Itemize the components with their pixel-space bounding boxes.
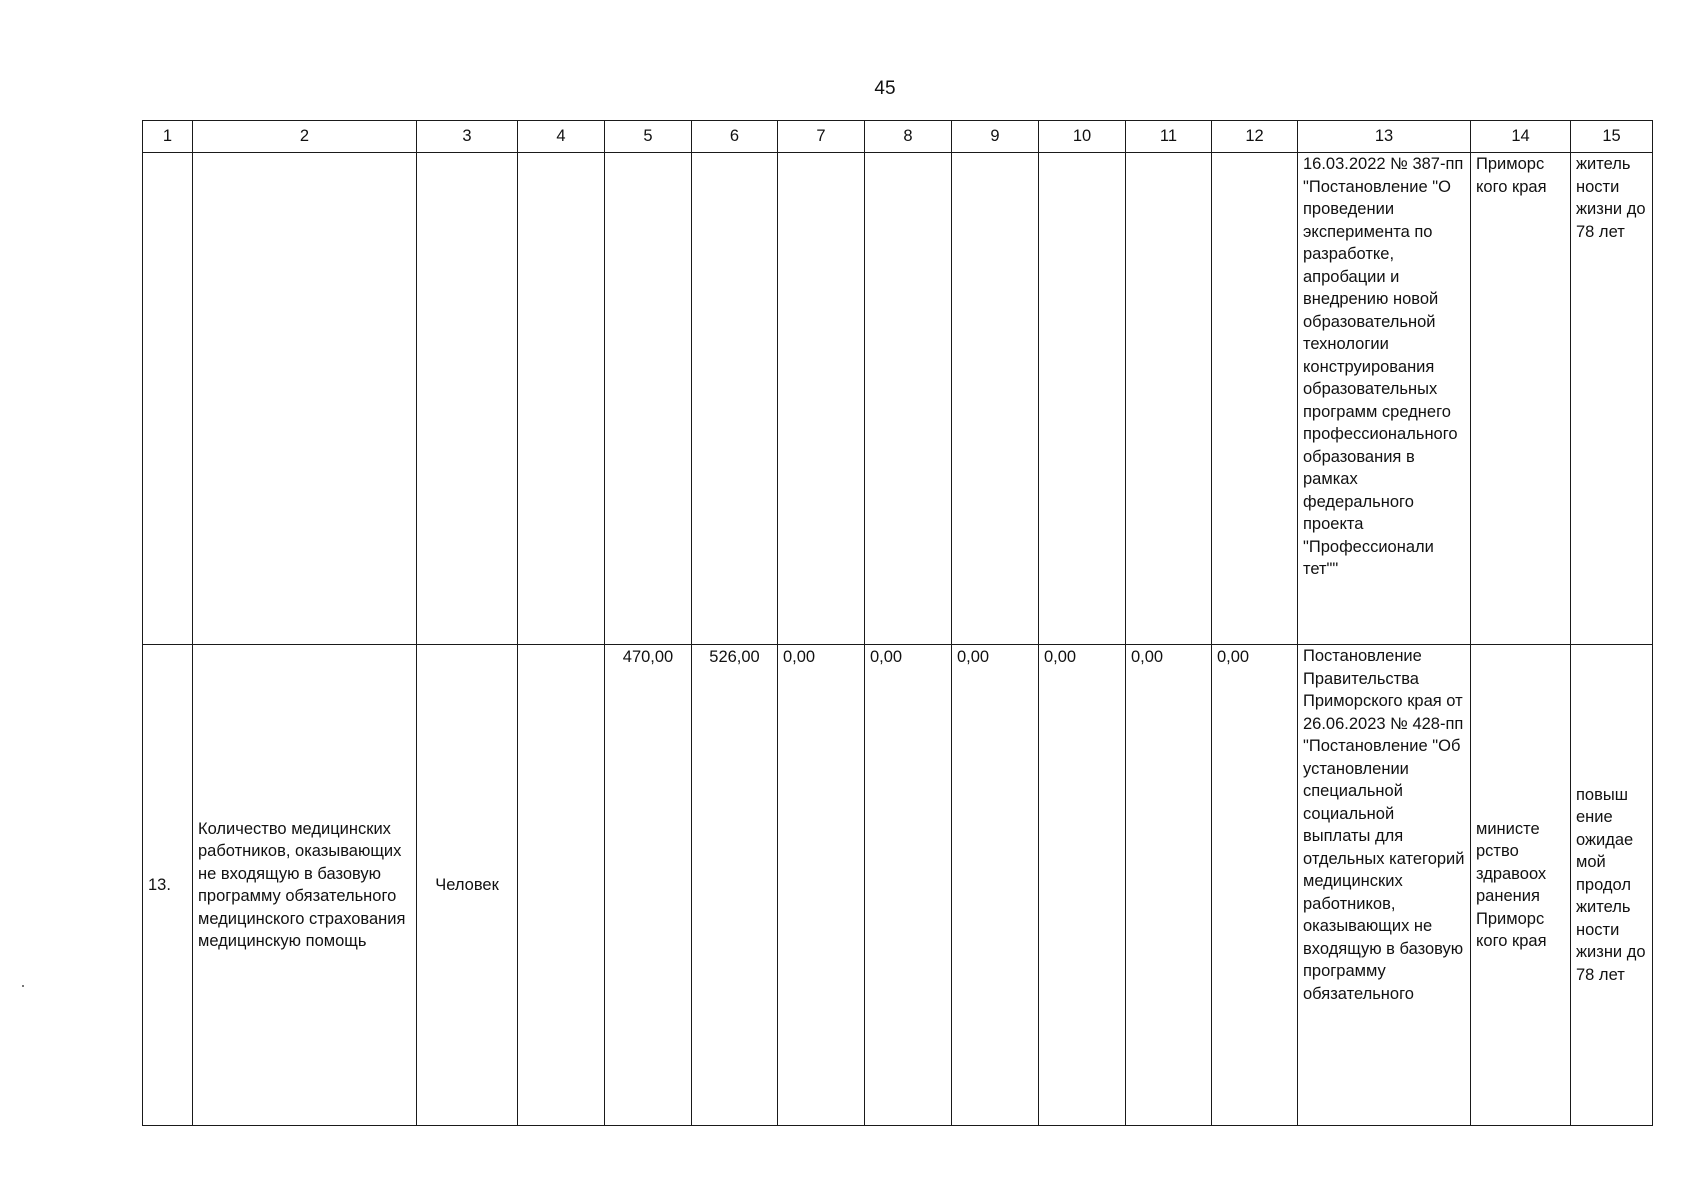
col-header-11: 11 xyxy=(1126,121,1212,153)
col-header-7: 7 xyxy=(778,121,865,153)
col-header-3: 3 xyxy=(417,121,518,153)
cell xyxy=(1039,153,1126,645)
cell xyxy=(518,645,605,1126)
value-cell-12: 0,00 xyxy=(1212,645,1298,1126)
legal-basis-cell: 16.03.2022 № 387-пп "Постановление "О проведении эксперимента по разработке, апробации и внедрению новой образовательной технологии конструирования образовательных программ среднего профессионального образования в рамках федерального проекта "Профессионали тет"" xyxy=(1298,153,1471,645)
col-header-2: 2 xyxy=(193,121,417,153)
value-cell-5: 470,00 xyxy=(605,645,692,1126)
cell xyxy=(143,153,193,645)
col-header-14: 14 xyxy=(1471,121,1571,153)
responsible-cell: министе рство здравоох ранения Приморс кого края xyxy=(1471,645,1571,1126)
col-header-12: 12 xyxy=(1212,121,1298,153)
row-number: 13. xyxy=(143,645,193,1126)
cell xyxy=(952,153,1039,645)
header-row xyxy=(143,121,1653,153)
indicators-table xyxy=(142,120,1653,1126)
col-header-6: 6 xyxy=(692,121,778,153)
value-cell-11: 0,00 xyxy=(1126,645,1212,1126)
col-header-10: 10 xyxy=(1039,121,1126,153)
col-header-5: 5 xyxy=(605,121,692,153)
table-row-continued xyxy=(143,153,1653,645)
cell xyxy=(417,153,518,645)
cell xyxy=(605,153,692,645)
col-header-15: 15 xyxy=(1571,121,1653,153)
legal-basis-cell: Постановление Правительства Приморского края от 26.06.2023 № 428-пп "Постановление "Об установлении специальной социальной выплаты для отдельных категорий медицинских работников, оказывающих не входящую в базовую программу обязательного xyxy=(1298,645,1471,1126)
cell xyxy=(1212,153,1298,645)
value-cell-8: 0,00 xyxy=(865,645,952,1126)
value-cell-6: 526,00 xyxy=(692,645,778,1126)
cell xyxy=(193,153,417,645)
col-header-4: 4 xyxy=(518,121,605,153)
goal-cell: житель ности жизни до 78 лет xyxy=(1571,153,1653,645)
table-row-13 xyxy=(143,645,1653,1126)
cell xyxy=(778,153,865,645)
cell xyxy=(692,153,778,645)
col-header-9: 9 xyxy=(952,121,1039,153)
cell xyxy=(1126,153,1212,645)
value-cell-9: 0,00 xyxy=(952,645,1039,1126)
cell xyxy=(865,153,952,645)
indicator-name: Количество медицинских работников, оказывающих не входящую в базовую программу обязательного медицинского страхования медицинскую помощь xyxy=(193,645,417,1126)
goal-cell: повыш ение ожидае мой продол житель ности жизни до 78 лет xyxy=(1571,645,1653,1126)
value-cell-7: 0,00 xyxy=(778,645,865,1126)
col-header-1: 1 xyxy=(143,121,193,153)
unit-cell: Человек xyxy=(417,645,518,1126)
col-header-13: 13 xyxy=(1298,121,1471,153)
scan-speck xyxy=(22,985,24,987)
value-cell-10: 0,00 xyxy=(1039,645,1126,1126)
col-header-8: 8 xyxy=(865,121,952,153)
cell xyxy=(518,153,605,645)
page-number: 45 xyxy=(874,78,896,99)
responsible-cell: Приморс кого края xyxy=(1471,153,1571,645)
